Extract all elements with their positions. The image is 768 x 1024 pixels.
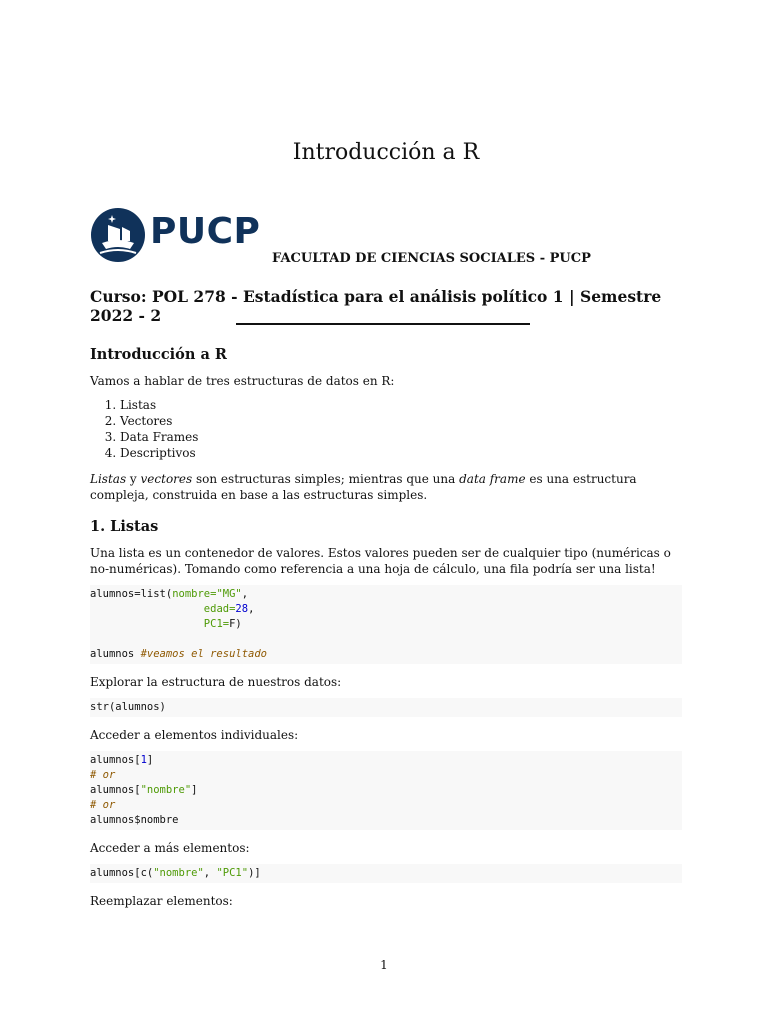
access-label: Acceder a elementos individuales: — [90, 728, 299, 742]
list-item: 1. Listas — [120, 397, 682, 413]
code-block-create-list: alumnos=list(nombre="MG", edad=28, PC1=F) alumnos #veamos el resultado — [90, 585, 682, 664]
more-elements-label: Acceder a más elementos: — [90, 841, 250, 855]
document-title: Introducción a R — [292, 140, 480, 165]
topics-list — [90, 397, 682, 461]
faculty-name: FACULTAD DE CIENCIAS SOCIALES - PUCP — [272, 251, 591, 266]
replace-label: Reemplazar elementos: — [90, 894, 233, 908]
listas-text: Una lista es un contenedor de valores. Estos valores pueden ser de cualquier tipo (numéricas o no-numéricas). Tomando como referencia a una hoja de cálculo, una fila podría ser una lista! — [90, 546, 671, 576]
term-listas: Listas — [90, 472, 127, 486]
term-vectores: vectores — [140, 472, 193, 486]
course-title: Curso: POL 278 - Estadística para el análisis político 1 | Semestre 2022 - 2 — [90, 287, 662, 325]
list-item: 3. Data Frames — [120, 429, 682, 445]
term-data-frame: data frame — [459, 472, 526, 486]
section-heading-intro: Introducción a R — [90, 346, 227, 363]
document-content — [90, 345, 682, 917]
pucp-logo-icon — [90, 207, 146, 263]
list-item: 4. Descriptivos — [120, 445, 682, 461]
section-heading-listas: 1. Listas — [90, 518, 159, 535]
code-block-access: alumnos[1] # or alumnos["nombre"] # or alumnos$nombre — [90, 751, 682, 830]
page-number: 1 — [380, 958, 388, 972]
divider-rule — [236, 323, 530, 325]
header-logo-row — [90, 205, 682, 275]
text-fragment: y — [126, 472, 141, 486]
intro-text: Vamos a hablar de tres estructuras de datos en R: — [90, 374, 395, 388]
text-fragment: es una estructura compleja, construida en base a las estructuras simples. — [90, 472, 637, 502]
logo-wordmark: PUCP — [150, 211, 261, 252]
explore-label: Explorar la estructura de nuestros datos: — [90, 675, 342, 689]
code-block-str: str(alumnos) — [90, 698, 682, 717]
structures-paragraph — [90, 471, 682, 503]
text-fragment: son estructuras simples; mientras que una — [192, 472, 460, 486]
code-block-more: alumnos[c("nombre", "PC1")] — [90, 864, 682, 883]
list-item: 2. Vectores — [120, 413, 682, 429]
